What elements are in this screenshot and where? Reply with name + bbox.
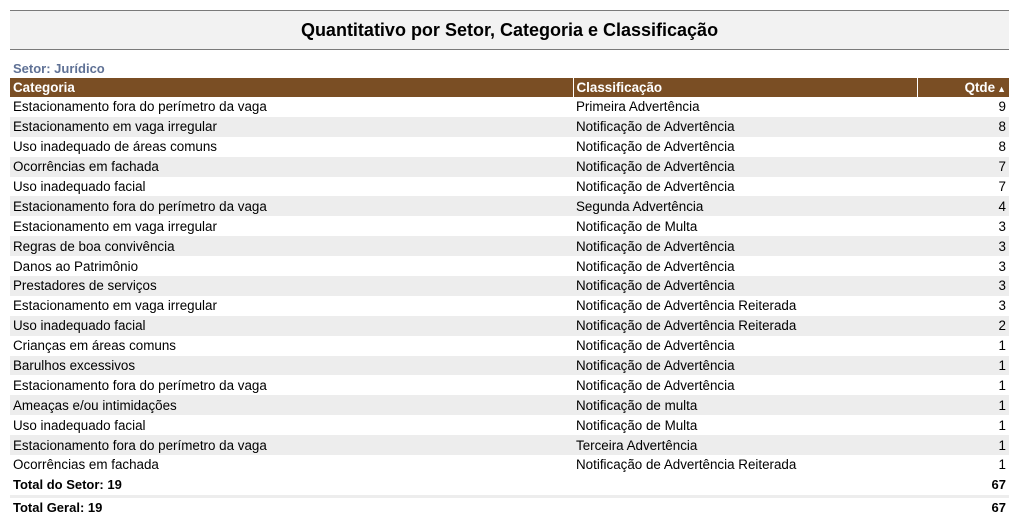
quantity-cell: 4 xyxy=(917,196,1009,216)
category-cell: Crianças em áreas comuns xyxy=(10,336,573,356)
table-body xyxy=(10,97,1009,475)
category-cell: Estacionamento em vaga irregular xyxy=(10,117,573,137)
sector-label: Setor: Jurídico xyxy=(13,61,105,76)
quantity-cell: 1 xyxy=(917,415,1009,435)
table-row xyxy=(10,395,1009,415)
column-header-classification-label: Classificação xyxy=(576,80,663,95)
category-cell: Barulhos excessivos xyxy=(10,356,573,376)
quantity-cell: 1 xyxy=(917,336,1009,356)
classification-cell: Primeira Advertência xyxy=(573,97,917,117)
classification-cell: Segunda Advertência xyxy=(573,196,917,216)
category-cell: Prestadores de serviços xyxy=(10,276,573,296)
classification-cell: Notificação de Advertência xyxy=(573,375,917,395)
table-row xyxy=(10,117,1009,137)
table-row xyxy=(10,256,1009,276)
classification-cell: Notificação de Advertência Reiterada xyxy=(573,296,917,316)
classification-cell: Notificação de Advertência Reiterada xyxy=(573,316,917,336)
table-row xyxy=(10,375,1009,395)
classification-cell: Notificação de Advertência Reiterada xyxy=(573,455,917,475)
classification-cell: Notificação de Multa xyxy=(573,216,917,236)
quantity-cell: 1 xyxy=(917,356,1009,376)
quantity-cell: 8 xyxy=(917,137,1009,157)
category-cell: Regras de boa convivência xyxy=(10,236,573,256)
quantity-cell: 1 xyxy=(917,375,1009,395)
classification-cell: Notificação de Advertência xyxy=(573,137,917,157)
column-header-classification[interactable] xyxy=(573,78,917,97)
category-cell: Uso inadequado facial xyxy=(10,415,573,435)
classification-cell: Notificação de Multa xyxy=(573,415,917,435)
table-row xyxy=(10,336,1009,356)
classification-cell: Notificação de Advertência xyxy=(573,117,917,137)
quantity-cell: 3 xyxy=(917,216,1009,236)
category-cell: Estacionamento fora do perímetro da vaga xyxy=(10,435,573,455)
table-row xyxy=(10,196,1009,216)
classification-cell: Notificação de Advertência xyxy=(573,356,917,376)
classification-cell: Notificação de Advertência xyxy=(573,177,917,197)
table-row xyxy=(10,276,1009,296)
total-setor-value: 67 xyxy=(917,475,1009,495)
classification-cell: Notificação de Advertência xyxy=(573,276,917,296)
classification-cell: Notificação de Advertência xyxy=(573,157,917,177)
report-table xyxy=(10,78,1009,518)
table-row xyxy=(10,296,1009,316)
table-row xyxy=(10,415,1009,435)
classification-cell: Notificação de Advertência xyxy=(573,336,917,356)
quantity-cell: 1 xyxy=(917,435,1009,455)
total-geral-value: 67 xyxy=(917,498,1009,518)
column-header-category[interactable] xyxy=(10,78,573,97)
quantity-cell: 3 xyxy=(917,296,1009,316)
category-cell: Estacionamento em vaga irregular xyxy=(10,216,573,236)
quantity-cell: 9 xyxy=(917,97,1009,117)
total-geral-label: Total Geral: 19 xyxy=(10,498,917,518)
category-cell: Ameaças e/ou intimidações xyxy=(10,395,573,415)
quantity-cell: 8 xyxy=(917,117,1009,137)
table-row xyxy=(10,97,1009,117)
category-cell: Danos ao Patrimônio xyxy=(10,256,573,276)
category-cell: Uso inadequado facial xyxy=(10,316,573,336)
report-title-bar xyxy=(10,10,1009,50)
category-cell: Uso inadequado facial xyxy=(10,177,573,197)
quantity-cell: 7 xyxy=(917,177,1009,197)
quantity-cell: 1 xyxy=(917,455,1009,475)
table-header-row xyxy=(10,78,1009,97)
table-row xyxy=(10,316,1009,336)
category-cell: Uso inadequado de áreas comuns xyxy=(10,137,573,157)
total-setor-label: Total do Setor: 19 xyxy=(10,475,917,495)
table-row xyxy=(10,356,1009,376)
quantity-cell: 3 xyxy=(917,256,1009,276)
column-header-category-label: Categoria xyxy=(13,80,75,95)
category-cell: Estacionamento fora do perímetro da vaga xyxy=(10,97,573,117)
quantity-cell: 1 xyxy=(917,395,1009,415)
quantity-cell: 3 xyxy=(917,236,1009,256)
classification-cell: Notificação de Advertência xyxy=(573,236,917,256)
column-header-quantity[interactable] xyxy=(917,78,1009,97)
total-geral-row xyxy=(10,498,1009,518)
report-title: Quantitativo por Setor, Categoria e Classificação xyxy=(300,19,719,40)
column-header-quantity-label: Qtde xyxy=(964,80,996,95)
sort-ascending-icon[interactable]: ▲ xyxy=(997,84,1006,94)
category-cell: Ocorrências em fachada xyxy=(10,455,573,475)
quantity-cell: 7 xyxy=(917,157,1009,177)
table-row xyxy=(10,216,1009,236)
quantity-cell: 3 xyxy=(917,276,1009,296)
category-cell: Ocorrências em fachada xyxy=(10,157,573,177)
classification-cell: Notificação de multa xyxy=(573,395,917,415)
table-row xyxy=(10,236,1009,256)
classification-cell: Terceira Advertência xyxy=(573,435,917,455)
table-row xyxy=(10,435,1009,455)
report xyxy=(10,0,1009,518)
table-row xyxy=(10,455,1009,475)
category-cell: Estacionamento em vaga irregular xyxy=(10,296,573,316)
total-setor-row xyxy=(10,475,1009,495)
table-row xyxy=(10,137,1009,157)
category-cell: Estacionamento fora do perímetro da vaga xyxy=(10,196,573,216)
table-row xyxy=(10,157,1009,177)
quantity-cell: 2 xyxy=(917,316,1009,336)
category-cell: Estacionamento fora do perímetro da vaga xyxy=(10,375,573,395)
classification-cell: Notificação de Advertência xyxy=(573,256,917,276)
table-row xyxy=(10,177,1009,197)
